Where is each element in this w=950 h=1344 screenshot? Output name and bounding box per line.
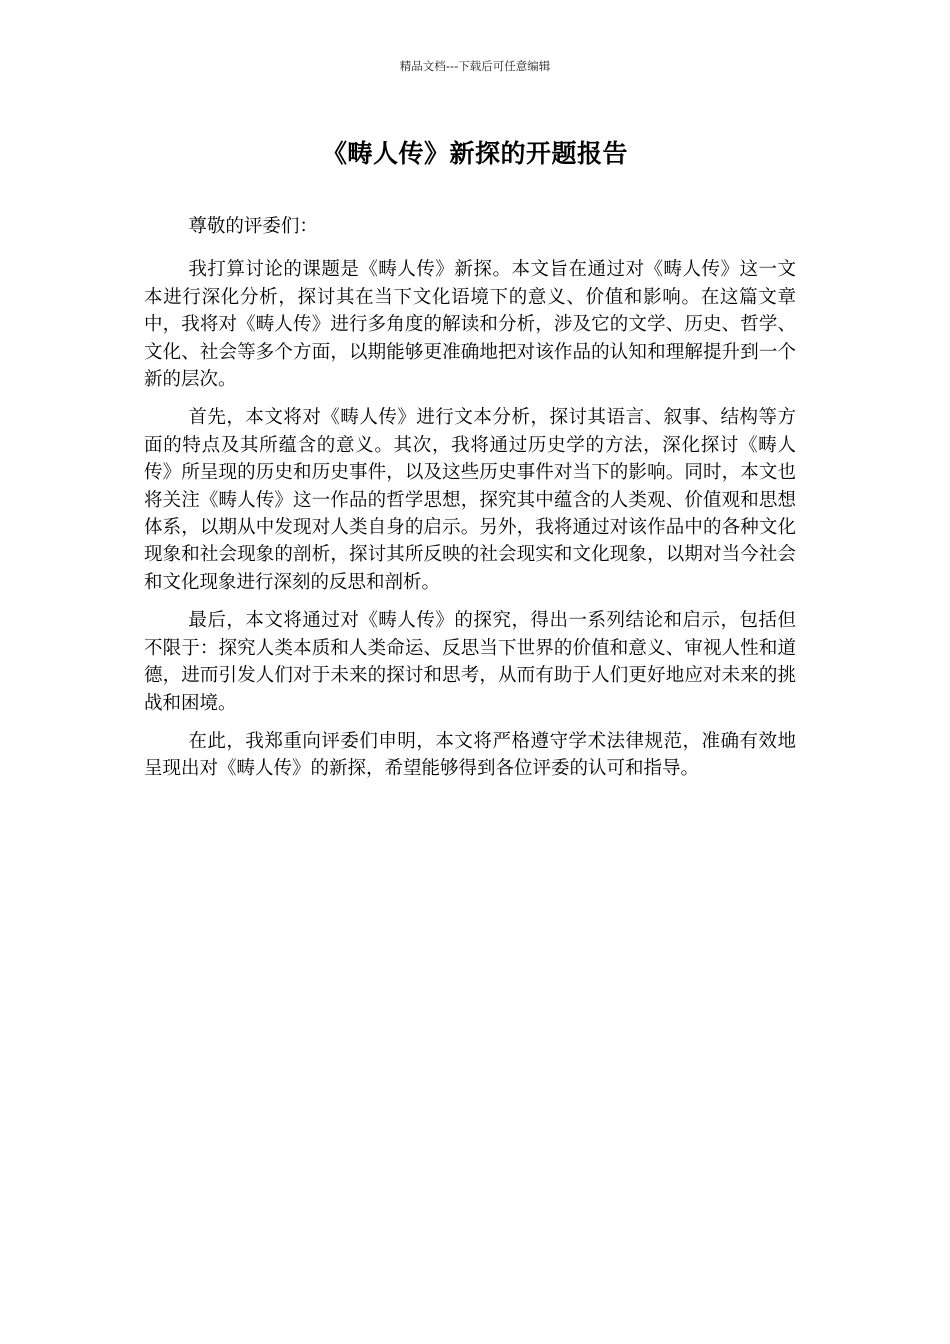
- document-body: [144, 213, 796, 794]
- paragraph-methods: 首先，本文将对《畴人传》进行文本分析，探讨其语言、叙事、结构等方面的特点及其所蕴含的意义。其次，我将通过历史学的方法，深化探讨《畴人传》所呈现的历史和历史事件，以及这些历史事件对当下的影响。同时，本文也将关注《畴人传》这一作品的哲学思想，探究其中蕴含的人类观、价值观和思想体系，以期从中发现对人类自身的启示。另外，我将通过对该作品中的各种文化现象和社会现象的剖析，探讨其所反映的社会现实和文化现象，以期对当今社会和文化现象进行深刻的反思和剖析。: [144, 407, 796, 593]
- document-title: 《畴人传》新探的开题报告: [321, 139, 628, 168]
- header-note: 精品文档---下载后可任意编辑: [399, 59, 551, 73]
- salutation: 尊敬的评委们：: [188, 216, 318, 237]
- paragraph-intro: 我打算讨论的课题是《畴人传》新探。本文旨在通过对《畴人传》这一文本进行深化分析，探讨其在当下文化语境下的意义、价值和影响。在这篇文章中，我将对《畴人传》进行多角度的解读和分析，涉及它的文学、历史、哲学、文化、社会等多个方面，以期能够更准确地把对该作品的认知和理解提升到一个新的层次。: [144, 259, 796, 391]
- paragraph-declaration: 在此，我郑重向评委们申明，本文将严格遵守学术法律规范，准确有效地呈现出对《畴人传》的新探，希望能够得到各位评委的认可和指导。: [144, 730, 796, 780]
- paragraph-conclusions: 最后，本文将通过对《畴人传》的探究，得出一系列结论和启示，包括但不限于：探究人类本质和人类命运、反思当下世界的价值和意义、审视人性和道德，进而引发人们对于未来的探讨和思考，从而有助于人们更好地应对未来的挑战和困境。: [144, 610, 796, 714]
